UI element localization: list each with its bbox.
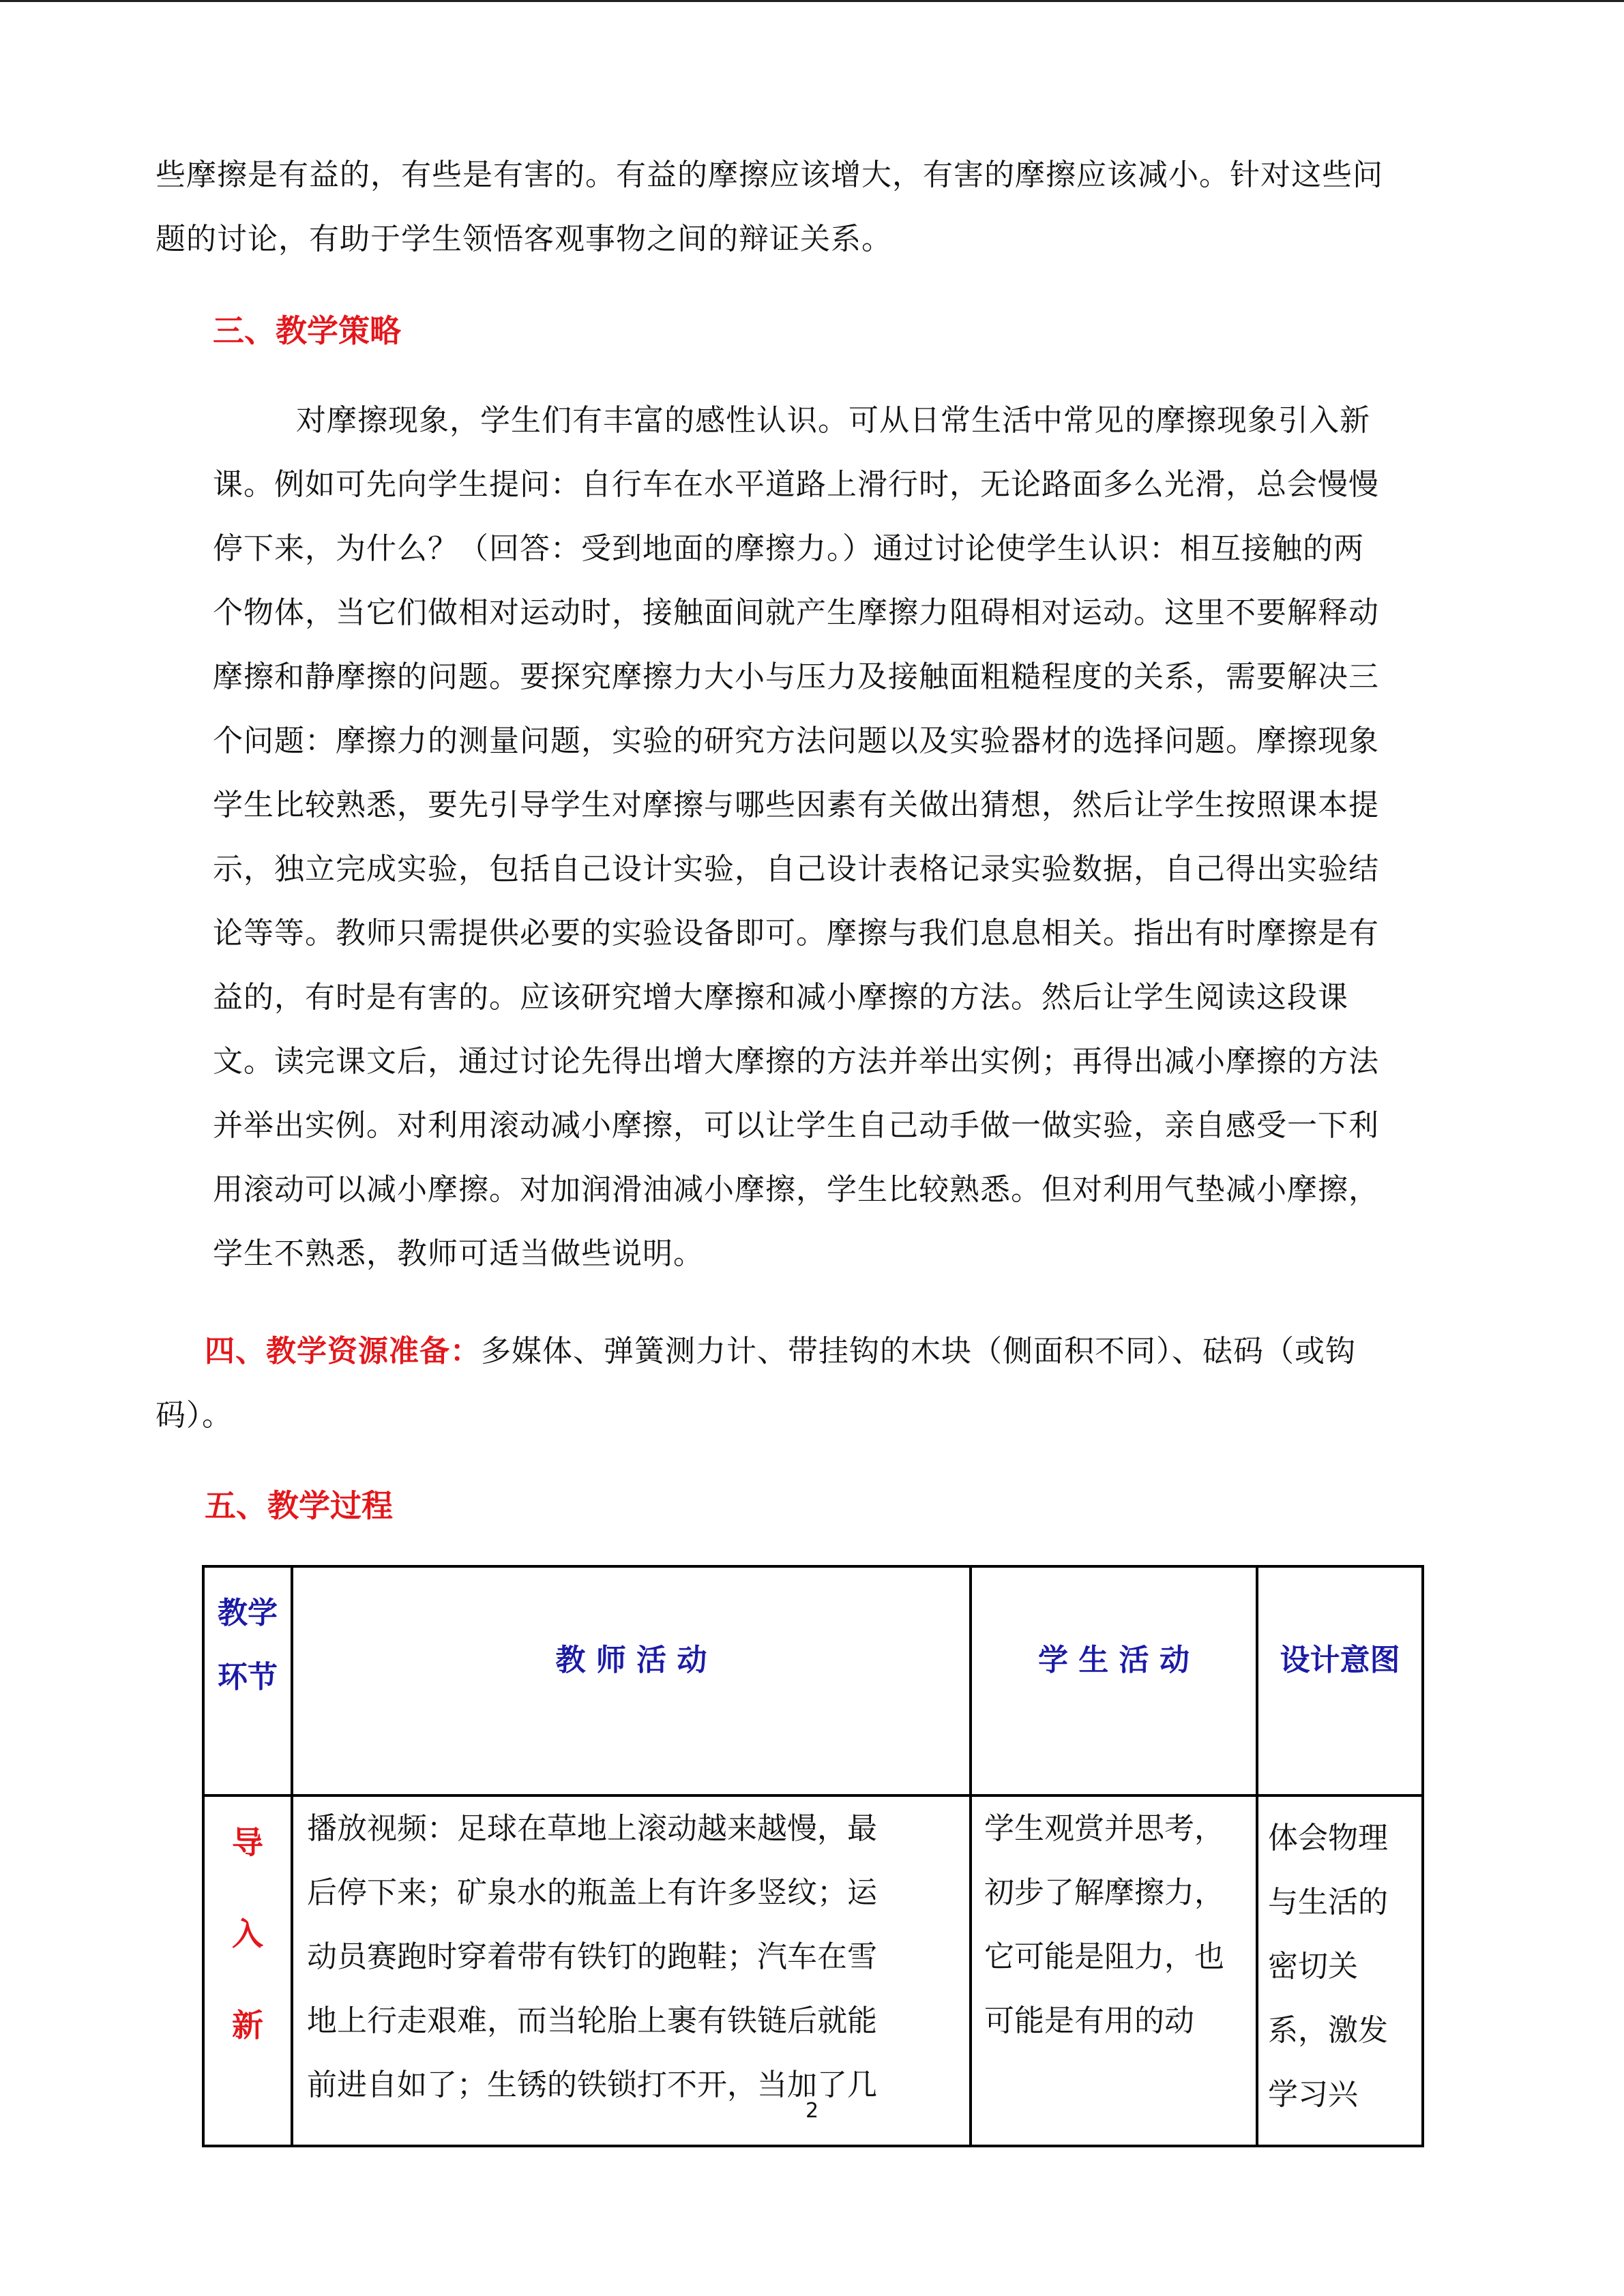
design-intent-cell: [1257, 1795, 1423, 2146]
teacher-line: 地上行走艰难，而当轮胎上裹有铁链后就能: [307, 2003, 877, 2038]
student-activity-cell: [971, 1795, 1257, 2146]
section3-line: 对摩擦现象，学生们有丰富的感性认识。可从日常生活中常见的摩擦现象引入新: [296, 403, 1370, 438]
section3-line: 益的，有时是有害的。应该研究增大摩擦和减小摩擦的方法。然后让学生阅读这段课: [213, 980, 1348, 1015]
section5-heading: 五、教学过程: [205, 1487, 393, 1524]
teacher-line: 前进自如了；生锈的铁锁打不开，当加了几: [307, 2068, 877, 2102]
stage-cell: [203, 1795, 292, 2146]
student-line: 它可能是阻力，也: [984, 1939, 1224, 1974]
intent-line: 体会物理: [1268, 1821, 1388, 1855]
section3-paragraph: [213, 389, 1379, 1286]
intro-line: 些摩擦是有益的，有些是有害的。有益的摩擦应该增大，有害的摩擦应该减小。针对这些问: [156, 158, 1383, 192]
intent-line: 学习兴: [1268, 2077, 1358, 2112]
section3-line: 文。读完课文后，通过讨论先得出增大摩擦的方法并举出实例；再得出减小摩擦的方法: [213, 1044, 1379, 1079]
header-stage-line: 环节: [218, 1660, 278, 1695]
stage-char: 入: [232, 1915, 263, 1952]
section3-line: 个物体，当它们做相对运动时，接触面间就产生摩擦力阻碍相对运动。这里不要解释动: [213, 595, 1379, 630]
table-header-row: [203, 1566, 1423, 1795]
intent-line: 密切关: [1268, 1949, 1358, 1984]
section3-line: 个问题：摩擦力的测量问题，实验的研究方法问题以及实验器材的选择问题。摩擦现象: [213, 724, 1379, 758]
teacher-line: 动员赛跑时穿着带有铁钉的跑鞋；汽车在雪: [307, 1939, 877, 1974]
section3-line: 停下来，为什么？（回答：受到地面的摩擦力。）通过讨论使学生认识：相互接触的两: [213, 531, 1364, 566]
section3-line: 学生不熟悉，教师可适当做些说明。: [213, 1236, 704, 1271]
lesson-process-table: [202, 1565, 1424, 2147]
section4-text: 多媒体、弹簧测力计、带挂钩的木块（侧面积不同）、砝码（或钩: [481, 1334, 1356, 1369]
section3-line: 用滚动可以减小摩擦。对加润滑油减小摩擦，学生比较熟悉。但对利用气垫减小摩擦，: [213, 1172, 1379, 1207]
student-line: 初步了解摩擦力，: [984, 1875, 1224, 1910]
intro-paragraph: [156, 143, 1383, 271]
teacher-activity-cell: [292, 1795, 971, 2146]
header-stage: [203, 1566, 292, 1795]
top-border-line: [0, 0, 1624, 2]
section3-line: 示，独立完成实验，包括自己设计实验，自己设计表格记录实验数据，自己得出实验结: [213, 852, 1379, 886]
student-line: 学生观赏并思考，: [984, 1811, 1224, 1846]
section4-paragraph: [156, 1320, 1356, 1448]
header-design-intent: 设计意图: [1257, 1566, 1423, 1795]
section3-line: 摩擦和静摩擦的问题。要探究摩擦力大小与压力及接触面粗糙程度的关系，需要解决三: [213, 659, 1379, 694]
section3-line: 学生比较熟悉，要先引导学生对摩擦与哪些因素有关做出猜想，然后让学生按照课本提: [213, 788, 1379, 822]
intent-line: 与生活的: [1268, 1885, 1388, 1920]
section3-line: 并举出实例。对利用滚动减小摩擦，可以让学生自己动手做一做实验，亲自感受一下利: [213, 1108, 1379, 1143]
section3-line: 论等等。教师只需提供必要的实验设备即可。摩擦与我们息息相关。指出有时摩擦是有: [213, 916, 1379, 951]
stage-char: 导: [232, 1824, 263, 1861]
section4-text-cont: 码）。: [156, 1398, 233, 1433]
section3-heading: 三、教学策略: [213, 312, 401, 349]
header-teacher-activity: 教 师 活 动: [292, 1566, 971, 1795]
teacher-line: 播放视频：足球在草地上滚动越来越慢，最: [307, 1811, 877, 1846]
intent-line: 系，激发: [1268, 2013, 1388, 2048]
table-row: [203, 1795, 1423, 2146]
student-line: 可能是有用的动: [984, 2003, 1194, 2038]
page-number: 2: [805, 2099, 819, 2123]
header-student-activity: 学 生 活 动: [971, 1566, 1257, 1795]
intro-line: 题的讨论，有助于学生领悟客观事物之间的辩证关系。: [156, 222, 892, 256]
teacher-line: 后停下来；矿泉水的瓶盖上有许多竖纹；运: [307, 1875, 877, 1910]
stage-char: 新: [232, 2007, 263, 2044]
section3-line: 课。例如可先向学生提问：自行车在水平道路上滑行时，无论路面多么光滑，总会慢慢: [213, 467, 1379, 502]
header-stage-line: 教学: [218, 1596, 278, 1630]
section4-heading: 四、教学资源准备：: [205, 1334, 481, 1369]
